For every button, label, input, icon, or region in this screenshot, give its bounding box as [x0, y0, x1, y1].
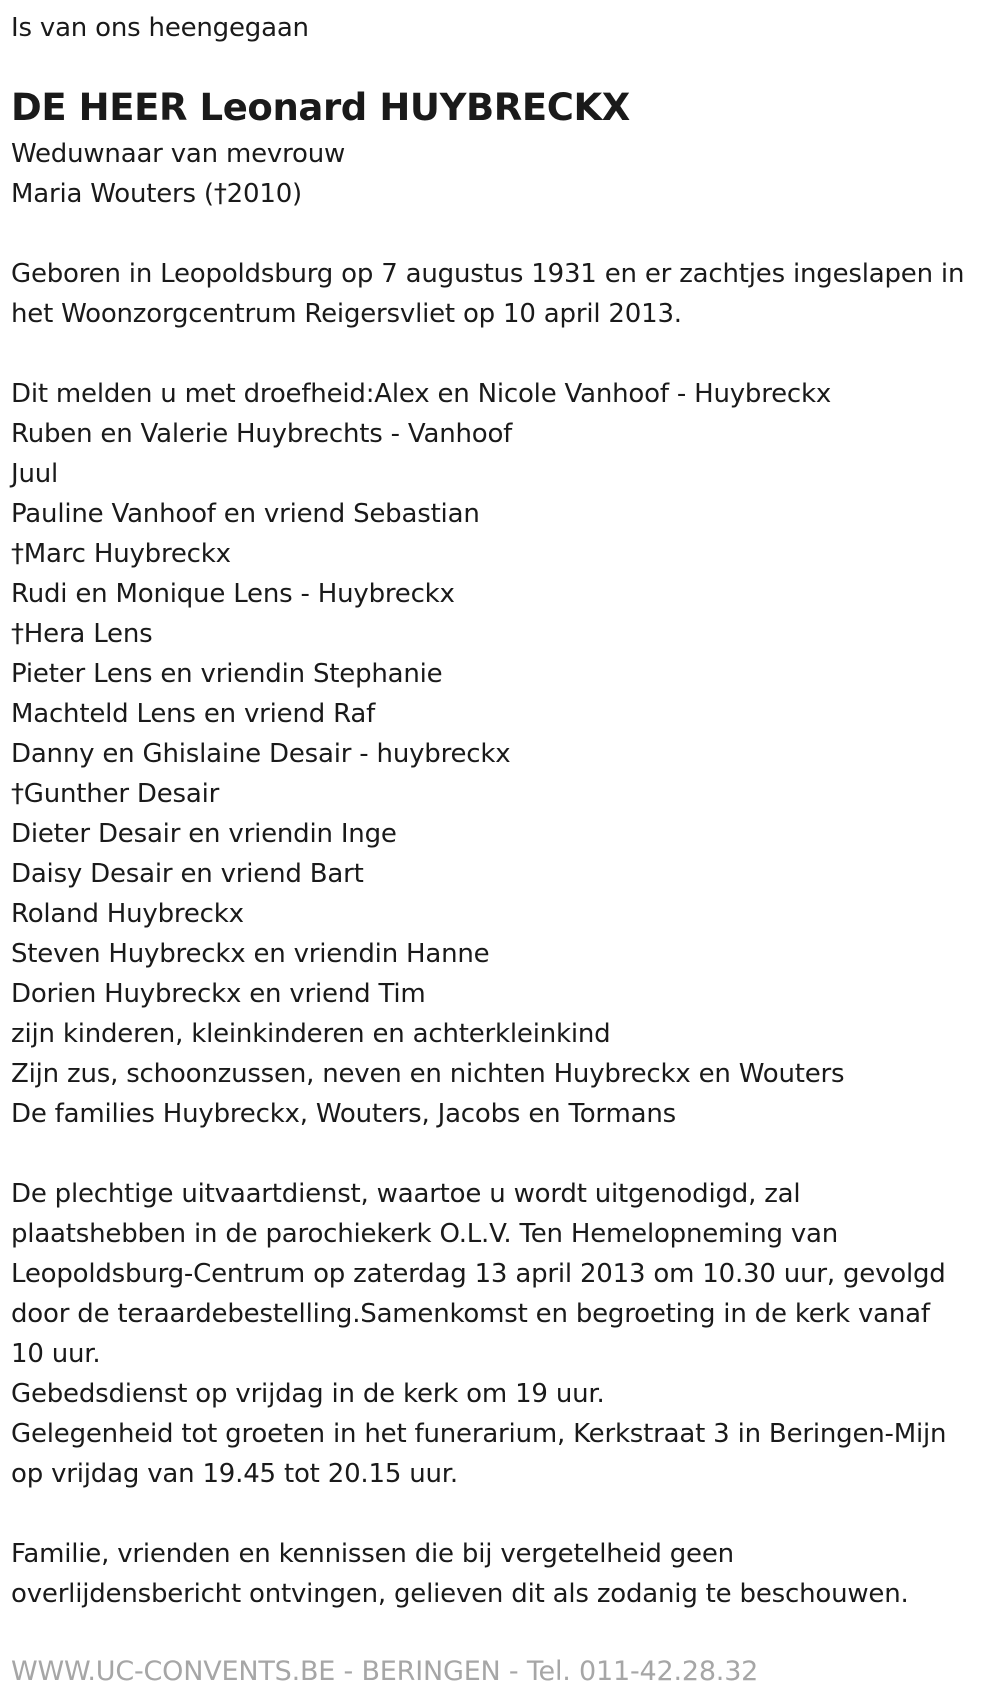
footer-contact: WWW.UC-CONVENTS.BE - BERINGEN - Tel. 011-42.28.32 — [11, 1656, 759, 1687]
family-line: Dit melden u met droefheid:Alex en Nicole Vanhoof - Huybreckx — [11, 379, 832, 409]
family-line: Roland Huybreckx — [11, 899, 244, 929]
paragraph-line: Gebedsdienst op vrijdag in de kerk om 19 uur. — [11, 1379, 605, 1409]
birth-paragraph — [11, 254, 996, 334]
spouse-line: Weduwnaar van mevrouw — [11, 139, 346, 169]
deceased-name: DE HEER Leonard HUYBRECKX — [11, 86, 630, 129]
paragraph-line: door de teraardebestelling.Samenkomst en begroeting in de kerk vanaf — [11, 1299, 930, 1329]
paragraph-line: op vrijdag van 19.45 tot 20.15 uur. — [11, 1459, 458, 1489]
family-line: Daisy Desair en vriend Bart — [11, 859, 364, 889]
paragraph-line: De plechtige uitvaartdienst, waartoe u wordt uitgenodigd, zal — [11, 1179, 801, 1209]
family-line: Pieter Lens en vriendin Stephanie — [11, 659, 443, 689]
family-line: †Hera Lens — [11, 619, 153, 649]
family-line: Dieter Desair en vriendin Inge — [11, 819, 397, 849]
paragraph-line: 10 uur. — [11, 1339, 101, 1369]
paragraph-line: Leopoldsburg-Centrum op zaterdag 13 april 2013 om 10.30 uur, gevolgd — [11, 1259, 946, 1289]
family-line: Danny en Ghislaine Desair - huybreckx — [11, 739, 511, 769]
family-line: De families Huybreckx, Wouters, Jacobs en Tormans — [11, 1099, 676, 1129]
paragraph-line: plaatshebben in de parochiekerk O.L.V. Ten Hemelopneming van — [11, 1219, 839, 1249]
family-line: Dorien Huybreckx en vriend Tim — [11, 979, 426, 1009]
paragraph-line: overlijdensbericht ontvingen, gelieven dit als zodanig te beschouwen. — [11, 1579, 909, 1609]
paragraph-line: Gelegenheid tot groeten in het funerarium, Kerkstraat 3 in Beringen-Mijn — [11, 1419, 947, 1449]
intro-text: Is van ons heengegaan — [11, 13, 309, 43]
family-line: †Gunther Desair — [11, 779, 220, 809]
spouse-line: Maria Wouters (†2010) — [11, 179, 302, 209]
family-line: zijn kinderen, kleinkinderen en achterkleinkind — [11, 1019, 611, 1049]
family-line: Steven Huybreckx en vriendin Hanne — [11, 939, 490, 969]
family-line: Ruben en Valerie Huybrechts - Vanhoof — [11, 419, 513, 449]
closing-paragraph — [11, 1534, 996, 1614]
family-line: Pauline Vanhoof en vriend Sebastian — [11, 499, 480, 529]
paragraph-line: Geboren in Leopoldsburg op 7 augustus 1931 en er zachtjes ingeslapen in — [11, 259, 965, 289]
paragraph-line: het Woonzorgcentrum Reigersvliet op 10 april 2013. — [11, 299, 682, 329]
obituary-notice — [11, 8, 996, 1614]
family-line: Juul — [11, 459, 59, 489]
family-line: Zijn zus, schoonzussen, neven en nichten Huybreckx en Wouters — [11, 1059, 845, 1089]
family-line: †Marc Huybreckx — [11, 539, 231, 569]
family-line: Machteld Lens en vriend Raf — [11, 699, 376, 729]
family-list — [11, 374, 996, 1134]
service-paragraph — [11, 1174, 996, 1494]
paragraph-line: Familie, vrienden en kennissen die bij vergetelheid geen — [11, 1539, 734, 1569]
family-line: Rudi en Monique Lens - Huybreckx — [11, 579, 455, 609]
